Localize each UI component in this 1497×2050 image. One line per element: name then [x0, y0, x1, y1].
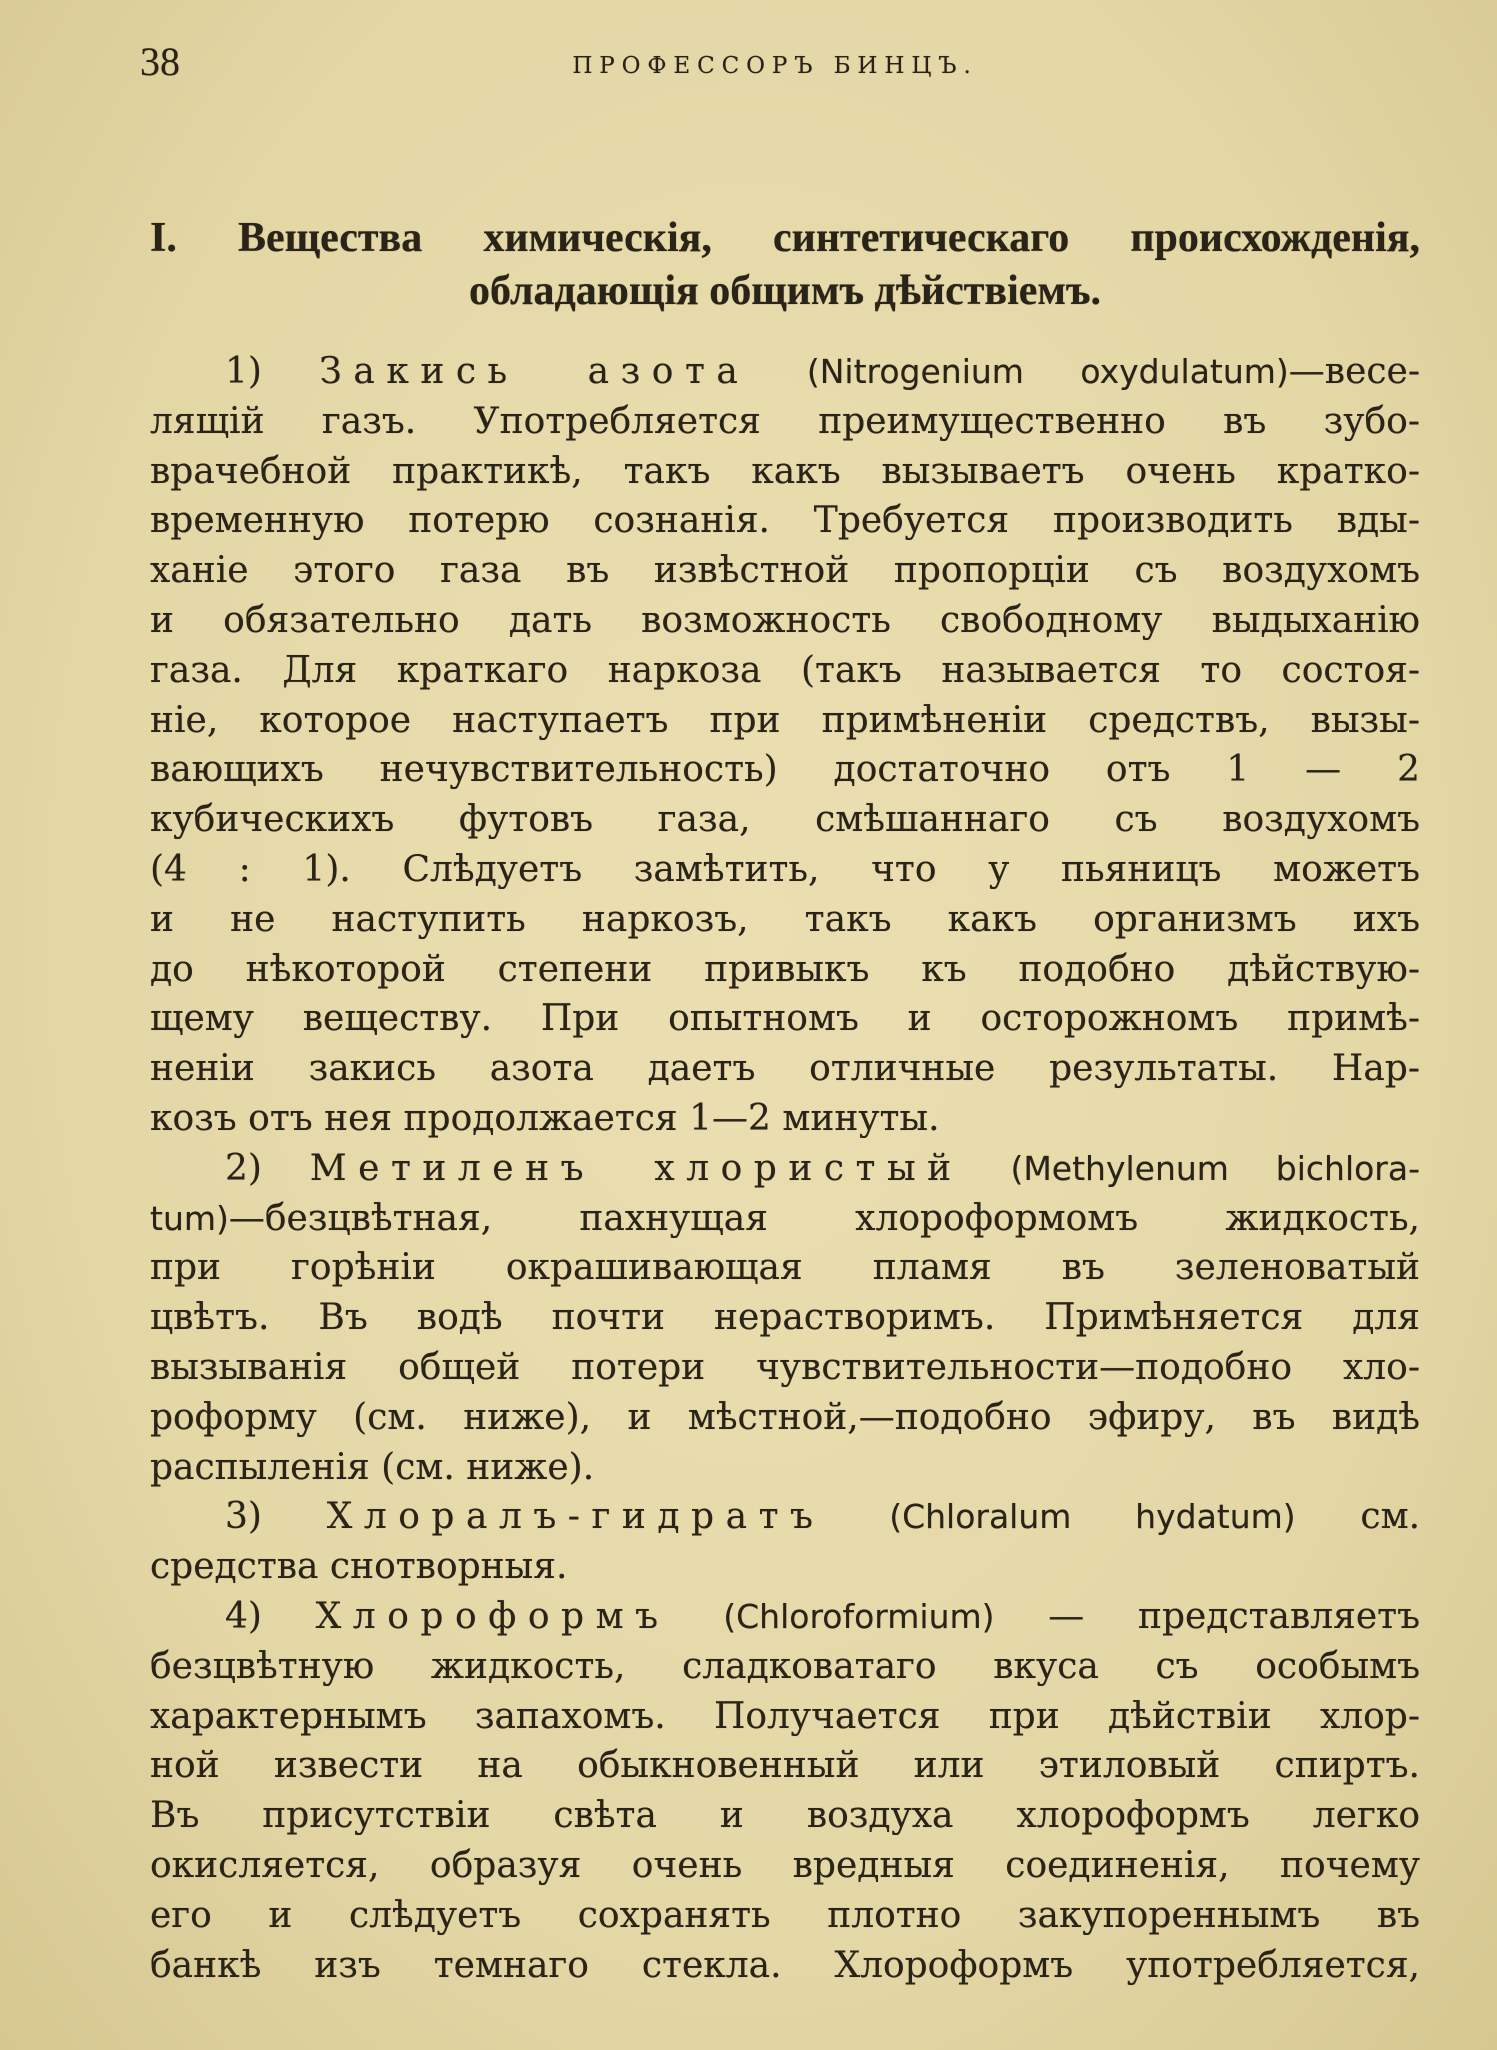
- text-line: при горѣніи окрашивающая пламя въ зеленоватый: [150, 1247, 1420, 1289]
- substance-name: Хлороформъ: [315, 1595, 670, 1637]
- paragraph-1: [150, 347, 1420, 1144]
- text-line: средства снотворныя.: [150, 1546, 568, 1588]
- body-text: [150, 347, 1420, 1990]
- latin-name: (Nitrogenium oxydulatum): [806, 352, 1289, 391]
- latin-name: (Chloroformium): [723, 1596, 995, 1636]
- text-line: его и слѣдуетъ сохранять плотно закупореннымъ въ: [150, 1894, 1420, 1936]
- text-line: цвѣтъ. Въ водѣ почти нерастворимъ. Примѣняется для: [150, 1297, 1420, 1339]
- text-line: роформу (см. ниже), и мѣстной,—подобно эфиру, въ видѣ: [150, 1396, 1420, 1438]
- text-line: [150, 1144, 1420, 1194]
- text-line: [150, 1492, 1420, 1542]
- text-line: ной извести на обыкновенный или этиловый спиртъ.: [150, 1745, 1420, 1787]
- item-number: 4): [225, 1595, 262, 1637]
- text-line: лящій газъ. Употребляется преимущественно въ зубо-: [150, 400, 1420, 442]
- line-continuation: — представляетъ: [1048, 1595, 1420, 1637]
- substance-name: Закись азота: [319, 351, 750, 392]
- text-line: (4 : 1). Слѣдуетъ замѣтить, что у пьяницъ можетъ: [150, 848, 1420, 890]
- line-continuation: см.: [1360, 1496, 1421, 1538]
- text-line: [150, 1592, 1420, 1642]
- text-line: и обязательно дать возможность свободному выдыханію: [150, 599, 1420, 641]
- text-line: газа. Для краткаго наркоза (такъ называется то состоя-: [150, 649, 1420, 691]
- paragraph-2: [150, 1144, 1420, 1493]
- text-line: [150, 1194, 1420, 1244]
- text-line: щему веществу. При опытномъ и осторожномъ примѣ-: [150, 998, 1420, 1040]
- text-line: окисляется, образуя очень вредныя соединенія, почему: [150, 1844, 1420, 1886]
- item-number: 2): [225, 1147, 262, 1189]
- substance-name: Метиленъ хлористый: [309, 1147, 963, 1189]
- text-line: [150, 347, 1420, 397]
- section-heading: [150, 212, 1420, 318]
- text-line: ханіе этого газа въ извѣстной пропорціи съ воздухомъ: [150, 550, 1420, 592]
- item-number: 1): [225, 351, 262, 392]
- heading-line: обладающія общимъ дѣйствіемъ.: [469, 268, 1101, 314]
- text-line: вызыванія общей потери чувствительности—подобно хло-: [150, 1346, 1420, 1388]
- text-line: ніе, которое наступаетъ при примѣненіи средствъ, вызы-: [150, 699, 1420, 741]
- text-line: банкѣ изъ темнаго стекла. Хлороформъ употребляется,: [150, 1944, 1420, 1986]
- text-line: до нѣкоторой степени привыкъ къ подобно дѣйствую-: [150, 948, 1420, 990]
- text-line: Въ присутствіи свѣта и воздуха хлороформъ легко: [150, 1795, 1420, 1837]
- line-text: —безцвѣтная, пахнущая хлороформомъ жидкость,: [228, 1197, 1420, 1239]
- item-number: 3): [225, 1496, 262, 1538]
- text-line: козъ отъ нея продолжается 1—2 минуты.: [150, 1097, 940, 1139]
- text-line: характернымъ запахомъ. Получается при дѣйствіи хлор-: [150, 1695, 1420, 1737]
- heading-line: I. Вещества химическія, синтетическаго происхожденія,: [150, 215, 1420, 261]
- text-line: безцвѣтную жидкость, сладковатаго вкуса съ особымъ: [150, 1645, 1420, 1687]
- running-title: ПРОФЕССОРЪ БИНЦЪ.: [572, 53, 978, 79]
- text-line: неніи закись азота даетъ отличные результаты. Нар-: [150, 1048, 1420, 1090]
- text-line: кубическихъ футовъ газа, смѣшаннаго съ воздухомъ: [150, 799, 1420, 841]
- latin-name: (Chloralum hydatum): [889, 1497, 1296, 1537]
- line-continuation: —весе-: [1288, 351, 1420, 392]
- text-line: временную потерю сознанія. Требуется производить вды-: [150, 500, 1420, 542]
- text-line: вающихъ нечувствительность) достаточно отъ 1 — 2: [150, 749, 1420, 791]
- page-number: 38: [140, 39, 180, 84]
- paragraph-3: [150, 1492, 1420, 1592]
- text-line: распыленія (см. ниже).: [150, 1446, 595, 1488]
- substance-name: Хлоралъ-гидратъ: [326, 1496, 825, 1538]
- latin-name-continuation: tum): [150, 1198, 229, 1238]
- text-line: и не наступить наркозъ, такъ какъ организмъ ихъ: [150, 898, 1420, 940]
- paragraph-4: [150, 1592, 1420, 1990]
- latin-name: (Methylenum bichlora-: [1010, 1148, 1420, 1188]
- text-line: врачебной практикѣ, такъ какъ вызываетъ очень кратко-: [150, 450, 1420, 492]
